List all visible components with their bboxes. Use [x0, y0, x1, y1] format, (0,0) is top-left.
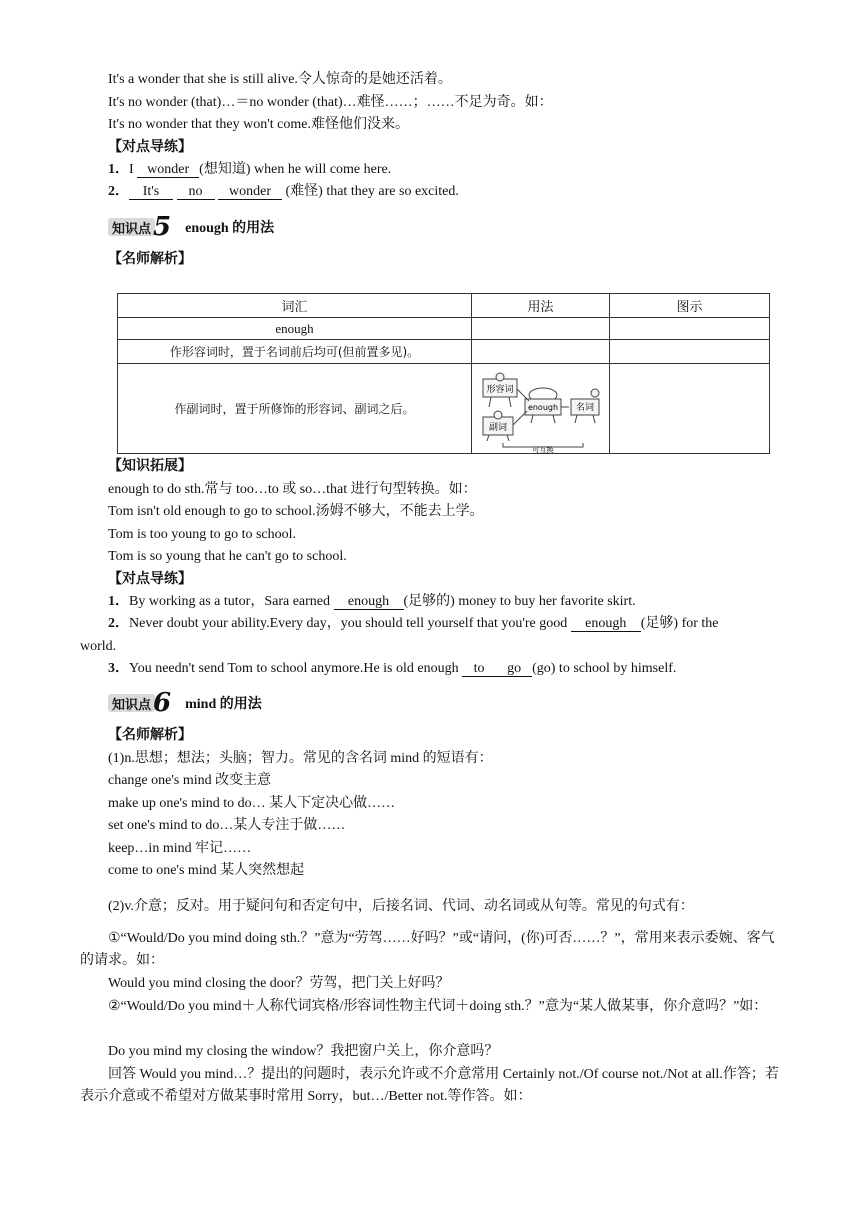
expand-line: Tom isn't old enough to go to school.汤姆不够大，不能去上学。 [108, 504, 484, 519]
adjective-piece [483, 373, 517, 407]
expand-heading: 【知识拓展】 [108, 459, 192, 474]
table-header: 用法 [472, 294, 610, 318]
drill-heading: 【对点导练】 [108, 572, 192, 587]
section-title: enough 的用法 [185, 221, 275, 236]
adverb-piece [483, 411, 513, 441]
answer-blank: to [462, 661, 496, 677]
diagram-label-noun: 名词 [575, 402, 594, 413]
exercise-text: (足够的) money to buy her favorite skirt. [403, 594, 636, 609]
section-6-badge [108, 690, 262, 716]
phrase-line: change one's mind 改变主意 [108, 773, 272, 788]
section-5-badge [108, 214, 274, 240]
section-tag: 知识点 [108, 218, 155, 236]
noun-piece [571, 389, 599, 423]
exercise-text: By working as a tutor，Sara earned [129, 594, 330, 609]
answer-blank: wonder [137, 162, 199, 178]
answer-blank: no [177, 184, 215, 200]
expand-line: enough to do sth.常与 too…to 或 so…that 进行句型转换。如： [108, 482, 477, 497]
analysis-heading: 【名师解析】 [108, 252, 192, 267]
verb-usage-line: (2)v.介意；反对。用于疑问句和否定句中，后接名词、代词、动名词或从句等。常见的句式有： [108, 899, 694, 914]
usage-table [117, 293, 770, 454]
phrase-line: set one's mind to do…某人专注于做…… [108, 818, 346, 833]
diagram-cell [472, 364, 610, 454]
answer-blank: wonder [218, 184, 282, 200]
exercise-text: (足够) for the [640, 616, 719, 631]
phrase-line: keep…in mind 牢记…… [108, 841, 252, 856]
diagram-caption: 可互换 [532, 445, 553, 453]
answer-blank: enough [571, 616, 641, 632]
phrase-line: make up one's mind to do… 某人下定决心做…… [108, 796, 396, 811]
table-cell: 作形容词时，置于名词前后均可(但前置多见)。 [118, 340, 472, 364]
section-tag: 知识点 [108, 694, 155, 712]
table-cell [472, 318, 610, 340]
table-cell: enough [118, 318, 472, 340]
table-cell [610, 318, 770, 340]
exercise-text: You needn't send Tom to school anymore.He is old enough [129, 661, 459, 676]
answer-blank: enough [334, 594, 404, 610]
exercise-text: I [129, 162, 134, 177]
exercise-text: (想知道) when he will come here. [199, 162, 392, 177]
exercise-3 [108, 660, 676, 678]
exercise-2 [108, 615, 719, 633]
table-cell: 作副词时，置于所修饰的形容词、副词之后。 [118, 364, 472, 454]
table-header: 图示 [610, 294, 770, 318]
exercise-text: (go) to school by himself. [532, 661, 677, 676]
table-cell [610, 364, 770, 454]
phrase-line: come to one's mind 某人突然想起 [108, 863, 305, 878]
exercise-number: 1． [108, 594, 129, 609]
exercise-text: (难怪) that they are so excited. [285, 184, 459, 199]
section-number: 5 [153, 212, 172, 242]
intro-line-3: It's no wonder that they won't come.难怪他们没来。 [108, 117, 409, 132]
exercise-2 [108, 183, 459, 201]
section-title: mind 的用法 [185, 697, 262, 712]
word-order-diagram [473, 365, 609, 453]
table-cell [610, 340, 770, 364]
drill-heading: 【对点导练】 [108, 140, 192, 155]
exercise-number: 3． [108, 661, 129, 676]
expand-line: Tom is too young to go to school. [108, 527, 297, 542]
intro-line-2: It's no wonder (that)…＝no wonder (that)…难怪……；……不足为奇。如： [108, 95, 553, 110]
diagram-label-enough: enough [527, 402, 558, 412]
pattern-2: ②“Would/Do you mind＋人称代词宾格/形容词性物主代词＋doing sth.？”意为“某人做某事，你介意吗？”如： [108, 999, 768, 1014]
analysis-heading: 【名师解析】 [108, 728, 192, 743]
pattern-1: ①“Would/Do you mind doing sth.？”意为“劳驾……好吗？”或“请问，(你)可否……？”，常用来表示委婉、客气的请求。如： [80, 931, 775, 968]
table-cell [472, 340, 610, 364]
intro-line-1: It's a wonder that she is still alive.令人惊奇的是她还活着。 [108, 72, 452, 87]
exercise-1 [108, 593, 636, 611]
answer-blank: It's [129, 184, 173, 200]
section-number: 6 [153, 688, 172, 718]
table-header: 词汇 [118, 294, 472, 318]
exercise-text: Never doubt your ability.Every day，you should tell yourself that you're good [129, 616, 568, 631]
enough-piece [513, 388, 569, 425]
expand-line: Tom is so young that he can't go to school. [108, 549, 347, 564]
example-1: Would you mind closing the door？劳驾，把门关上好吗？ [108, 976, 450, 991]
diagram-label-adj: 形容词 [485, 384, 514, 395]
exercise-number: 2． [108, 616, 129, 631]
diagram-label-adv: 副词 [488, 422, 507, 433]
exercise-2-continued: world. [80, 639, 117, 654]
answer-blank: go [496, 661, 532, 677]
reply-note: 回答 Would you mind…？提出的问题时，表示允许或不介意常用 Certainly not./Of course not./Not at all.作答；若表示介意或不希望对方做某事时常用 Sorry，but…/Better not.等作答。如： [80, 1067, 779, 1104]
exercise-number: 1． [108, 162, 129, 177]
example-2: Do you mind my closing the window？我把窗户关上，你介意吗？ [108, 1044, 499, 1059]
noun-usage-line: (1)n.思想；想法；头脑；智力。常见的含名词 mind 的短语有： [108, 751, 493, 766]
exercise-1 [108, 161, 391, 179]
exercise-number: 2． [108, 184, 129, 199]
